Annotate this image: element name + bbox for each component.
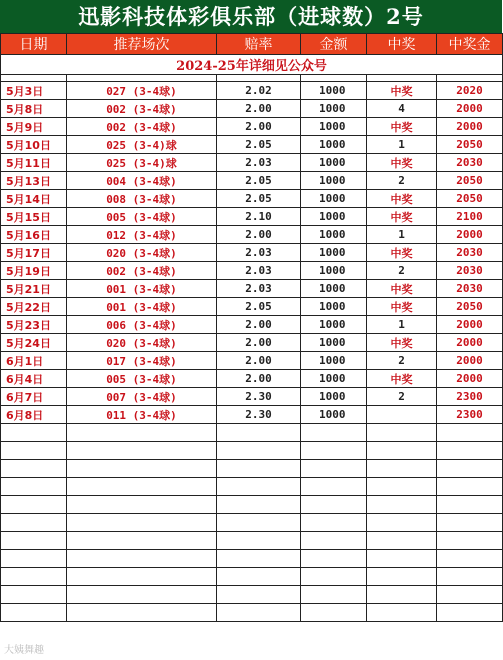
empty-cell xyxy=(367,424,437,442)
amount-cell: 1000 xyxy=(301,118,367,136)
empty-row xyxy=(1,568,503,586)
spacer-cell xyxy=(217,75,301,82)
win-cell: 2 xyxy=(367,352,437,370)
payout-cell: 2050 xyxy=(437,172,503,190)
empty-row xyxy=(1,586,503,604)
empty-cell xyxy=(1,460,67,478)
spacer-cell xyxy=(67,75,217,82)
date-cell: 5月10日 xyxy=(1,136,67,154)
empty-cell xyxy=(217,568,301,586)
table-row xyxy=(1,244,503,262)
amount-cell: 1000 xyxy=(301,262,367,280)
empty-cell xyxy=(1,514,67,532)
match-cell: 020 (3-4球) xyxy=(67,334,217,352)
date-cell: 5月3日 xyxy=(1,82,67,100)
win-cell: 中奖 xyxy=(367,154,437,172)
empty-cell xyxy=(367,460,437,478)
payout-cell: 2300 xyxy=(437,406,503,424)
empty-cell xyxy=(1,478,67,496)
empty-cell xyxy=(437,532,503,550)
empty-cell xyxy=(217,532,301,550)
odds-cell: 2.00 xyxy=(217,316,301,334)
table-row xyxy=(1,406,503,424)
empty-cell xyxy=(301,460,367,478)
match-cell: 004 (3-4球) xyxy=(67,172,217,190)
empty-cell xyxy=(217,496,301,514)
empty-cell xyxy=(217,478,301,496)
date-cell: 5月19日 xyxy=(1,262,67,280)
match-cell: 002 (3-4球) xyxy=(67,100,217,118)
empty-row xyxy=(1,514,503,532)
odds-cell: 2.00 xyxy=(217,226,301,244)
payout-cell: 2020 xyxy=(437,82,503,100)
header-row xyxy=(1,34,503,55)
date-cell: 5月8日 xyxy=(1,100,67,118)
empty-cell xyxy=(67,550,217,568)
match-cell: 006 (3-4球) xyxy=(67,316,217,334)
payout-cell: 2000 xyxy=(437,334,503,352)
empty-cell xyxy=(367,478,437,496)
empty-row xyxy=(1,460,503,478)
odds-cell: 2.30 xyxy=(217,406,301,424)
amount-cell: 1000 xyxy=(301,406,367,424)
table-row xyxy=(1,226,503,244)
empty-cell xyxy=(367,514,437,532)
match-cell: 005 (3-4球) xyxy=(67,208,217,226)
date-cell: 5月11日 xyxy=(1,154,67,172)
odds-cell: 2.05 xyxy=(217,190,301,208)
odds-cell: 2.02 xyxy=(217,82,301,100)
odds-cell: 2.00 xyxy=(217,118,301,136)
empty-row xyxy=(1,478,503,496)
odds-cell: 2.05 xyxy=(217,298,301,316)
odds-cell: 2.30 xyxy=(217,388,301,406)
odds-cell: 2.03 xyxy=(217,262,301,280)
date-cell: 5月17日 xyxy=(1,244,67,262)
payout-cell: 2030 xyxy=(437,280,503,298)
empty-cell xyxy=(217,514,301,532)
empty-cell xyxy=(1,532,67,550)
win-cell: 1 xyxy=(367,136,437,154)
watermark: 大姨舞趣 xyxy=(4,645,44,656)
win-cell: 2 xyxy=(367,262,437,280)
empty-cell xyxy=(437,604,503,622)
empty-cell xyxy=(437,424,503,442)
odds-cell: 2.05 xyxy=(217,172,301,190)
match-cell: 025 (3-4)球 xyxy=(67,136,217,154)
odds-cell: 2.03 xyxy=(217,244,301,262)
empty-cell xyxy=(1,496,67,514)
table-row xyxy=(1,388,503,406)
empty-cell xyxy=(301,550,367,568)
amount-cell: 1000 xyxy=(301,352,367,370)
odds-cell: 2.10 xyxy=(217,208,301,226)
match-cell: 002 (3-4球) xyxy=(67,262,217,280)
header-date: 日期 xyxy=(1,34,67,55)
table-row xyxy=(1,334,503,352)
date-cell: 6月7日 xyxy=(1,388,67,406)
match-cell: 008 (3-4球) xyxy=(67,190,217,208)
table-row xyxy=(1,298,503,316)
empty-row xyxy=(1,604,503,622)
empty-cell xyxy=(301,424,367,442)
empty-cell xyxy=(301,496,367,514)
amount-cell: 1000 xyxy=(301,334,367,352)
date-cell: 5月21日 xyxy=(1,280,67,298)
payout-cell: 2000 xyxy=(437,370,503,388)
win-cell: 中奖 xyxy=(367,208,437,226)
table-row xyxy=(1,118,503,136)
empty-cell xyxy=(367,586,437,604)
header-amount: 金额 xyxy=(301,34,367,55)
date-cell: 6月1日 xyxy=(1,352,67,370)
header-odds: 赔率 xyxy=(217,34,301,55)
empty-cell xyxy=(301,514,367,532)
amount-cell: 1000 xyxy=(301,370,367,388)
amount-cell: 1000 xyxy=(301,136,367,154)
date-cell: 6月4日 xyxy=(1,370,67,388)
empty-cell xyxy=(301,604,367,622)
match-cell: 012 (3-4球) xyxy=(67,226,217,244)
spacer-row xyxy=(1,75,503,82)
empty-cell xyxy=(367,568,437,586)
empty-cell xyxy=(1,586,67,604)
odds-cell: 2.00 xyxy=(217,370,301,388)
empty-cell xyxy=(67,424,217,442)
table-row xyxy=(1,370,503,388)
odds-cell: 2.00 xyxy=(217,352,301,370)
empty-cell xyxy=(301,478,367,496)
odds-cell: 2.03 xyxy=(217,280,301,298)
empty-cell xyxy=(67,568,217,586)
payout-cell: 2000 xyxy=(437,316,503,334)
match-cell: 001 (3-4球) xyxy=(67,280,217,298)
win-cell xyxy=(367,406,437,424)
odds-cell: 2.03 xyxy=(217,154,301,172)
date-cell: 5月24日 xyxy=(1,334,67,352)
empty-row xyxy=(1,532,503,550)
odds-cell: 2.00 xyxy=(217,100,301,118)
empty-cell xyxy=(437,550,503,568)
date-cell: 5月15日 xyxy=(1,208,67,226)
amount-cell: 1000 xyxy=(301,244,367,262)
empty-cell xyxy=(67,532,217,550)
payout-cell: 2000 xyxy=(437,118,503,136)
subtitle-row xyxy=(1,55,503,75)
date-cell: 5月22日 xyxy=(1,298,67,316)
payout-cell: 2030 xyxy=(437,262,503,280)
amount-cell: 1000 xyxy=(301,154,367,172)
win-cell: 中奖 xyxy=(367,334,437,352)
table-row xyxy=(1,316,503,334)
date-cell: 6月8日 xyxy=(1,406,67,424)
empty-cell xyxy=(67,442,217,460)
empty-cell xyxy=(217,604,301,622)
win-cell: 2 xyxy=(367,172,437,190)
win-cell: 中奖 xyxy=(367,370,437,388)
win-cell: 中奖 xyxy=(367,82,437,100)
empty-row xyxy=(1,424,503,442)
empty-cell xyxy=(67,514,217,532)
payout-cell: 2030 xyxy=(437,154,503,172)
payout-cell: 2300 xyxy=(437,388,503,406)
empty-cell xyxy=(301,586,367,604)
empty-cell xyxy=(1,550,67,568)
empty-cell xyxy=(1,604,67,622)
amount-cell: 1000 xyxy=(301,208,367,226)
table-row xyxy=(1,352,503,370)
match-cell: 017 (3-4球) xyxy=(67,352,217,370)
payout-cell: 2050 xyxy=(437,136,503,154)
empty-cell xyxy=(217,460,301,478)
empty-cell xyxy=(1,442,67,460)
match-cell: 011 (3-4球) xyxy=(67,406,217,424)
empty-cell xyxy=(437,496,503,514)
empty-cell xyxy=(367,442,437,460)
win-cell: 4 xyxy=(367,100,437,118)
match-cell: 020 (3-4球) xyxy=(67,244,217,262)
table-row xyxy=(1,280,503,298)
win-cell: 2 xyxy=(367,388,437,406)
amount-cell: 1000 xyxy=(301,82,367,100)
spacer-cell xyxy=(367,75,437,82)
empty-cell xyxy=(67,604,217,622)
empty-cell xyxy=(217,424,301,442)
empty-cell xyxy=(1,424,67,442)
sheet-title: 迅影科技体彩俱乐部（进球数）2号 xyxy=(0,0,502,33)
amount-cell: 1000 xyxy=(301,280,367,298)
header-win: 中奖 xyxy=(367,34,437,55)
empty-cell xyxy=(217,586,301,604)
empty-row xyxy=(1,442,503,460)
empty-cell xyxy=(367,496,437,514)
win-cell: 1 xyxy=(367,316,437,334)
table-row xyxy=(1,100,503,118)
date-cell: 5月9日 xyxy=(1,118,67,136)
empty-cell xyxy=(437,478,503,496)
table-row xyxy=(1,154,503,172)
win-cell: 中奖 xyxy=(367,280,437,298)
header-payout: 中奖金 xyxy=(437,34,503,55)
match-cell: 027 (3-4球) xyxy=(67,82,217,100)
match-cell: 005 (3-4球) xyxy=(67,370,217,388)
empty-cell xyxy=(437,568,503,586)
payout-cell: 2030 xyxy=(437,244,503,262)
spacer-cell xyxy=(437,75,503,82)
results-table xyxy=(0,33,503,622)
empty-cell xyxy=(217,442,301,460)
win-cell: 中奖 xyxy=(367,244,437,262)
date-cell: 5月14日 xyxy=(1,190,67,208)
payout-cell: 2100 xyxy=(437,208,503,226)
empty-cell xyxy=(367,550,437,568)
empty-cell xyxy=(67,586,217,604)
empty-cell xyxy=(67,478,217,496)
win-cell: 中奖 xyxy=(367,118,437,136)
empty-cell xyxy=(437,460,503,478)
date-cell: 5月23日 xyxy=(1,316,67,334)
empty-cell xyxy=(437,442,503,460)
amount-cell: 1000 xyxy=(301,388,367,406)
table-row xyxy=(1,136,503,154)
match-cell: 007 (3-4球) xyxy=(67,388,217,406)
date-cell: 5月13日 xyxy=(1,172,67,190)
win-cell: 中奖 xyxy=(367,190,437,208)
win-cell: 1 xyxy=(367,226,437,244)
header-match: 推荐场次 xyxy=(67,34,217,55)
payout-cell: 2050 xyxy=(437,298,503,316)
payout-cell: 2050 xyxy=(437,190,503,208)
date-cell: 5月16日 xyxy=(1,226,67,244)
match-cell: 002 (3-4球) xyxy=(67,118,217,136)
amount-cell: 1000 xyxy=(301,298,367,316)
odds-cell: 2.05 xyxy=(217,136,301,154)
match-cell: 025 (3-4)球 xyxy=(67,154,217,172)
empty-cell xyxy=(301,532,367,550)
table-row xyxy=(1,82,503,100)
subtitle: 2024-25年详细见公众号 xyxy=(1,55,503,75)
empty-row xyxy=(1,496,503,514)
payout-cell: 2000 xyxy=(437,100,503,118)
amount-cell: 1000 xyxy=(301,226,367,244)
table-row xyxy=(1,208,503,226)
empty-cell xyxy=(437,514,503,532)
empty-cell xyxy=(67,460,217,478)
table-row xyxy=(1,190,503,208)
empty-cell xyxy=(67,496,217,514)
payout-cell: 2000 xyxy=(437,226,503,244)
table-row xyxy=(1,262,503,280)
amount-cell: 1000 xyxy=(301,190,367,208)
spacer-cell xyxy=(301,75,367,82)
payout-cell: 2000 xyxy=(437,352,503,370)
amount-cell: 1000 xyxy=(301,100,367,118)
empty-cell xyxy=(367,604,437,622)
spacer-cell xyxy=(1,75,67,82)
win-cell: 中奖 xyxy=(367,298,437,316)
empty-cell xyxy=(1,568,67,586)
match-cell: 001 (3-4球) xyxy=(67,298,217,316)
empty-cell xyxy=(301,568,367,586)
empty-cell xyxy=(367,532,437,550)
empty-cell xyxy=(437,586,503,604)
table-row xyxy=(1,172,503,190)
amount-cell: 1000 xyxy=(301,172,367,190)
odds-cell: 2.00 xyxy=(217,334,301,352)
empty-cell xyxy=(217,550,301,568)
empty-cell xyxy=(301,442,367,460)
empty-row xyxy=(1,550,503,568)
amount-cell: 1000 xyxy=(301,316,367,334)
